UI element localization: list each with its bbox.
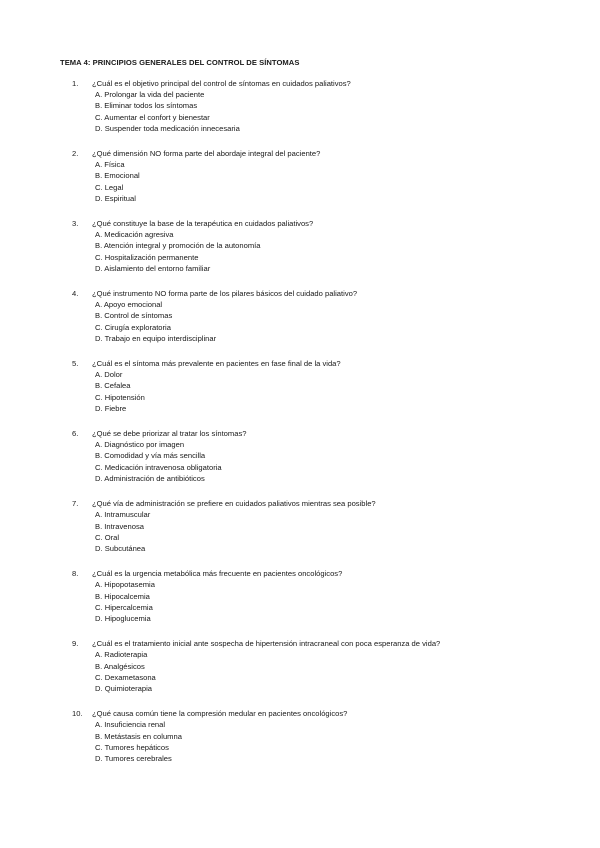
question-number: 4.	[72, 289, 79, 299]
answer-option: B. Metástasis en columna	[95, 731, 182, 741]
answer-option: C. Medicación intravenosa obligatoria	[95, 462, 222, 472]
answer-options	[92, 719, 540, 764]
answer-options	[92, 649, 540, 694]
answer-options	[92, 229, 540, 274]
answer-option: D. Quimioterapia	[95, 683, 152, 693]
question-number: 3.	[72, 219, 79, 229]
answer-option: A. Apoyo emocional	[95, 300, 163, 310]
question-number: 10.	[72, 709, 83, 719]
answer-option: B. Intravenosa	[95, 521, 144, 531]
answer-option: D. Aislamiento del entorno familiar	[95, 263, 211, 273]
question-item	[60, 288, 540, 344]
answer-option: A. Física	[95, 160, 125, 170]
question-text: ¿Qué constituye la base de la terapéutica en cuidados paliativos?	[92, 219, 314, 229]
question-text: ¿Qué causa común tiene la compresión medular en pacientes oncológicos?	[92, 709, 348, 719]
answer-option: A. Diagnóstico por imagen	[95, 440, 185, 450]
document-title: TEMA 4: PRINCIPIOS GENERALES DEL CONTROL DE SÍNTOMAS	[60, 58, 300, 67]
answer-option: B. Atención integral y promoción de la autonomía	[95, 241, 261, 251]
answer-option: B. Control de síntomas	[95, 311, 173, 321]
question-number: 1.	[72, 79, 79, 88]
answer-option: C. Aumentar el confort y bienestar	[95, 112, 210, 122]
answer-option: A. Hipopotasemia	[95, 580, 155, 590]
answer-option: D. Espiritual	[95, 193, 136, 203]
answer-option: B. Analgésicos	[95, 661, 145, 671]
answer-options	[92, 369, 540, 414]
answer-option: A. Radioterapia	[95, 650, 148, 660]
question-text: ¿Qué dimensión NO forma parte del abordaje integral del paciente?	[92, 149, 321, 159]
answer-option: A. Intramuscular	[95, 510, 151, 520]
question-number: 6.	[72, 429, 79, 439]
answer-option: C. Dexametasona	[95, 672, 156, 682]
answer-options	[92, 509, 540, 554]
question-number: 7.	[72, 499, 79, 509]
question-item	[60, 428, 540, 484]
question-text: ¿Qué instrumento NO forma parte de los pilares básicos del cuidado paliativo?	[92, 289, 358, 299]
answer-option: C. Hipotensión	[95, 392, 145, 402]
answer-option: C. Oral	[95, 532, 120, 542]
answer-option: A. Medicación agresiva	[95, 230, 174, 240]
question-item	[60, 148, 540, 204]
answer-option: D. Administración de antibióticos	[95, 473, 205, 483]
answer-options	[92, 89, 540, 134]
answer-option: A. Dolor	[95, 370, 123, 380]
question-text: ¿Qué se debe priorizar al tratar los síntomas?	[92, 429, 247, 439]
answer-option: C. Hospitalización permanente	[95, 252, 199, 262]
answer-option: D. Trabajo en equipo interdisciplinar	[95, 333, 217, 343]
answer-option: C. Legal	[95, 182, 124, 192]
answer-option: B. Hipocalcemia	[95, 591, 150, 601]
answer-options	[92, 439, 540, 484]
answer-option: D. Hipoglucemia	[95, 613, 151, 623]
answer-option: B. Emocional	[95, 171, 140, 181]
question-text: ¿Cuál es el tratamiento inicial ante sospecha de hipertensión intracraneal con poca esperanza de vida?	[92, 639, 441, 649]
answer-option: A. Insuficiencia renal	[95, 720, 166, 730]
answer-option: D. Subcutánea	[95, 543, 146, 553]
answer-option: B. Comodidad y vía más sencilla	[95, 451, 206, 461]
answer-option: B. Cefalea	[95, 381, 131, 391]
answer-options	[92, 159, 540, 204]
question-text: ¿Cuál es el síntoma más prevalente en pacientes en fase final de la vida?	[92, 359, 341, 369]
answer-option: D. Suspender toda medicación innecesaria	[95, 123, 240, 133]
answer-option: C. Tumores hepáticos	[95, 742, 169, 752]
question-number: 9.	[72, 639, 79, 649]
question-text: ¿Cuál es el objetivo principal del control de síntomas en cuidados paliativos?	[92, 79, 351, 88]
question-item	[60, 568, 540, 624]
answer-option: C. Cirugía exploratoria	[95, 322, 171, 332]
answer-option: D. Fiebre	[95, 403, 127, 413]
question-number: 2.	[72, 149, 79, 159]
answer-option: C. Hipercalcemia	[95, 602, 153, 612]
answer-options	[92, 299, 540, 344]
question-list	[60, 78, 540, 764]
question-item	[60, 78, 540, 134]
question-text: ¿Qué vía de administración se prefiere en cuidados paliativos mientras sea posible?	[92, 499, 376, 509]
answer-option: D. Tumores cerebrales	[95, 753, 172, 763]
question-item	[60, 218, 540, 274]
question-text: ¿Cuál es la urgencia metabólica más frecuente en pacientes oncológicos?	[92, 569, 343, 579]
question-item	[60, 638, 540, 694]
question-number: 8.	[72, 569, 79, 579]
answer-options	[92, 579, 540, 624]
question-number: 5.	[72, 359, 79, 369]
answer-option: B. Eliminar todos los síntomas	[95, 101, 198, 111]
answer-option: A. Prolongar la vida del paciente	[95, 90, 205, 100]
question-item	[60, 358, 540, 414]
question-item	[60, 498, 540, 554]
question-item	[60, 708, 540, 764]
